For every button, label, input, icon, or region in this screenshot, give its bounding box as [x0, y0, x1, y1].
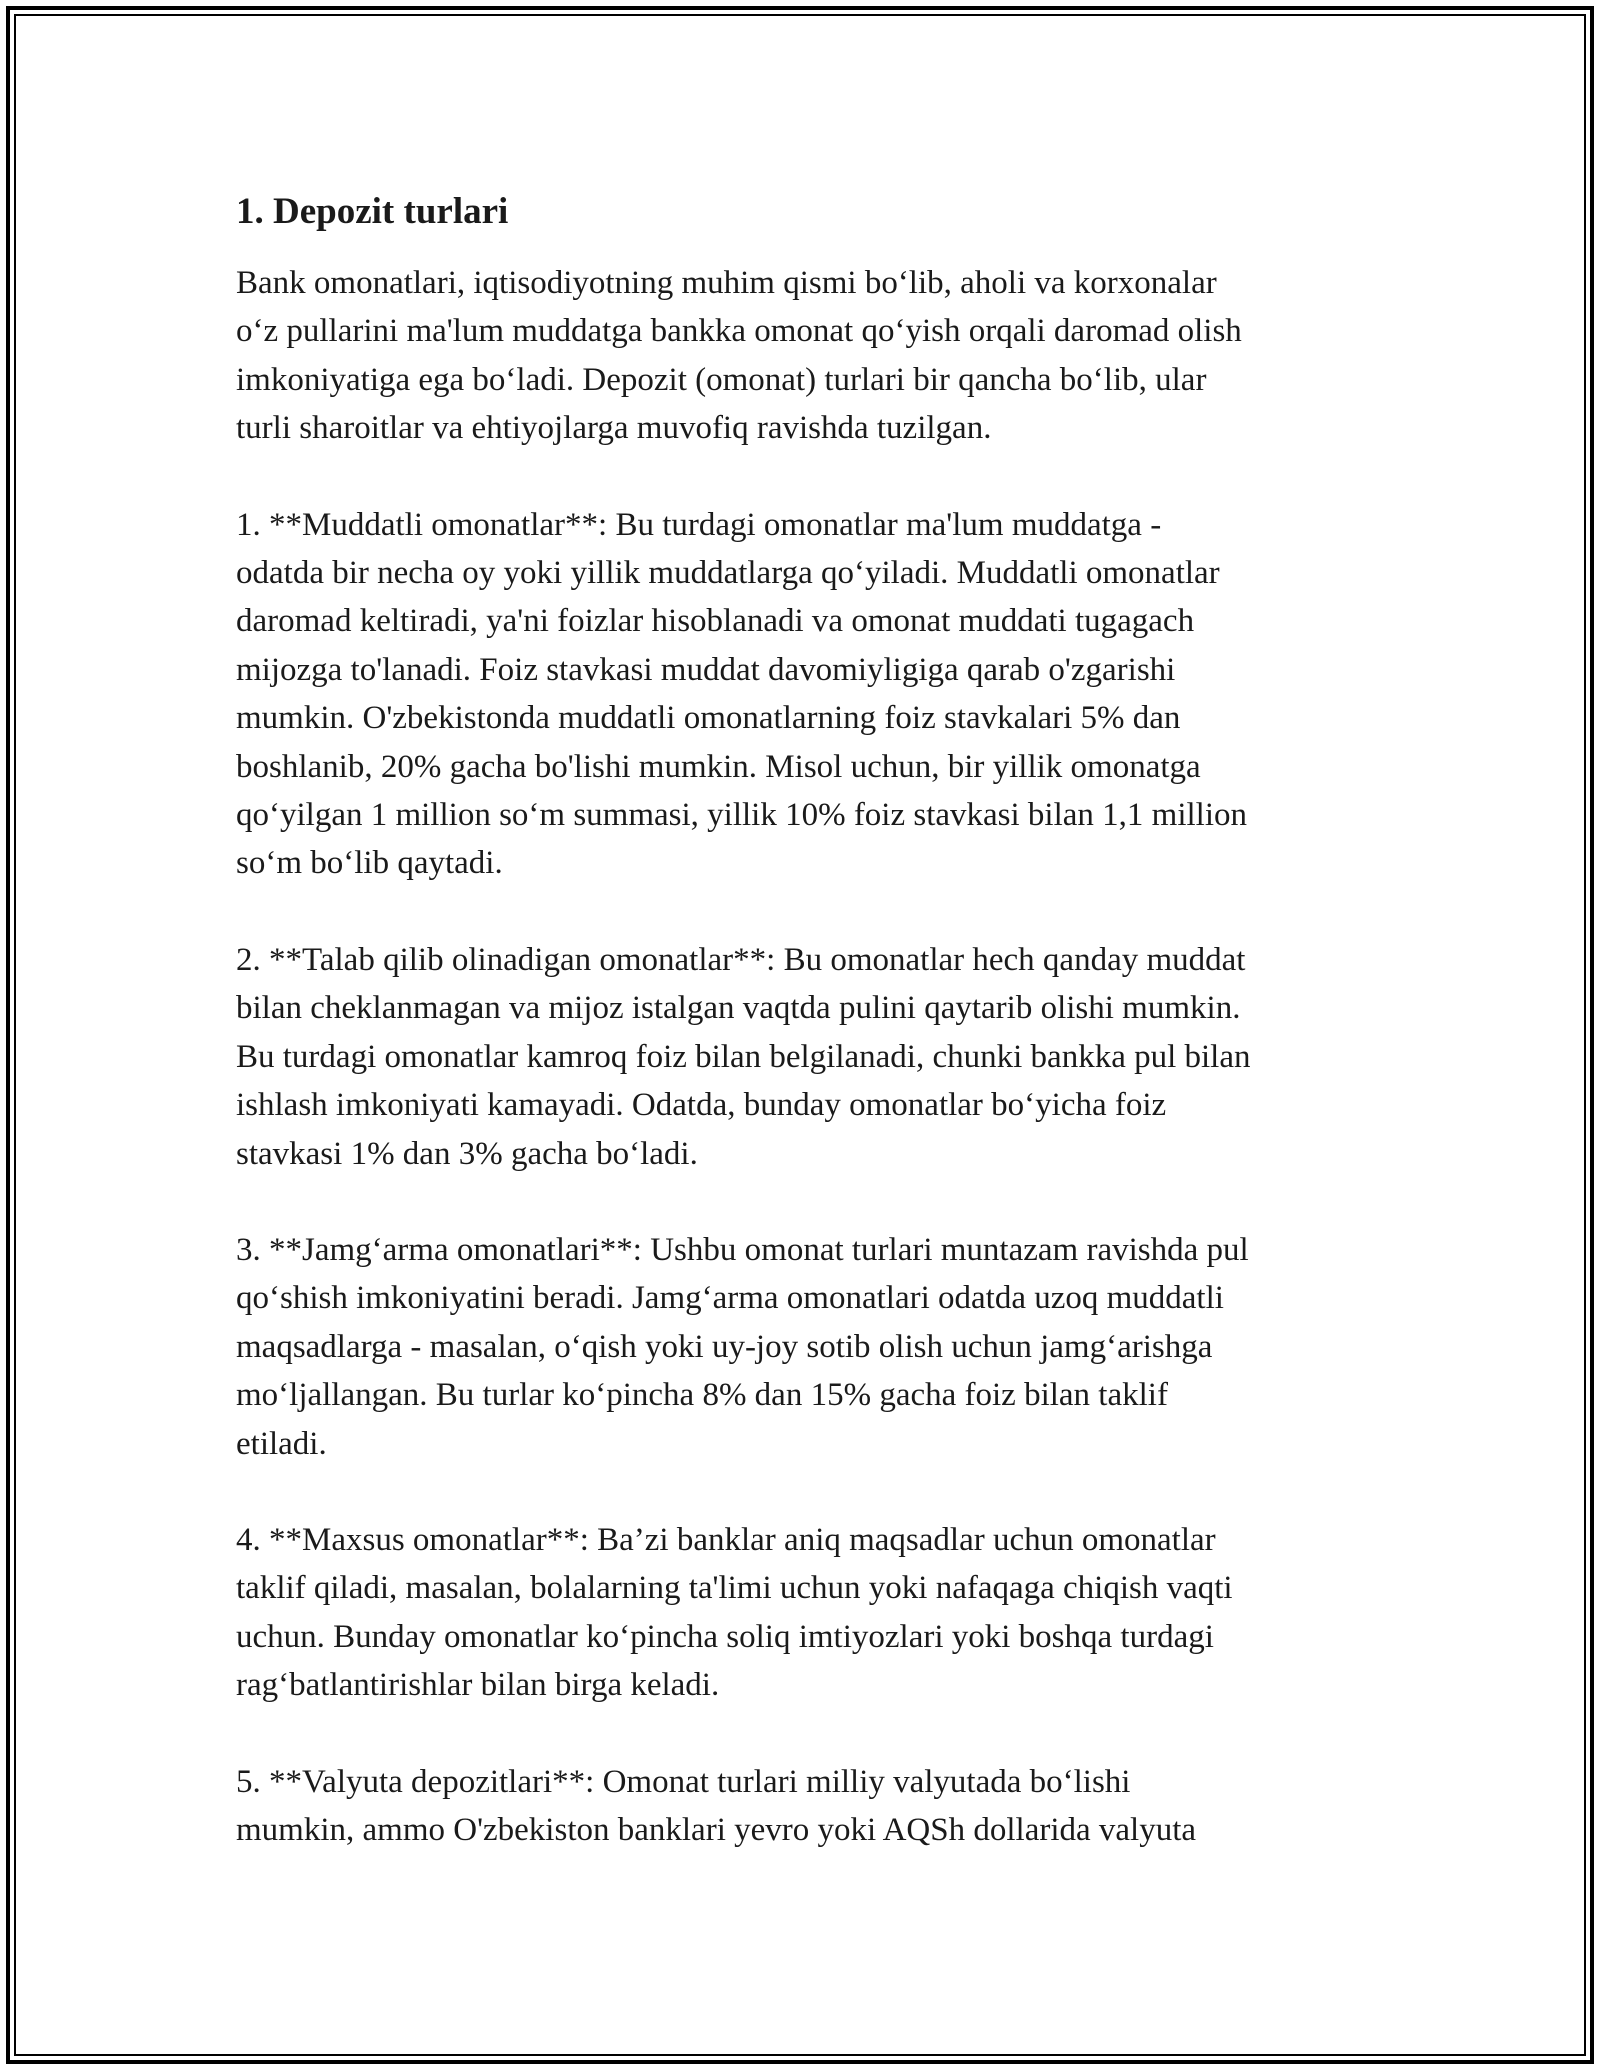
- text-line: bilan cheklanmagan va mijoz istalgan vaqtda pulini qaytarib olishi mumkin.: [236, 990, 1241, 1027]
- text-line: 4. **Maxsus omonatlar**: Ba’zi banklar aniq maqsadlar uchun omonatlar: [236, 1521, 1216, 1558]
- section-heading: 1. Depozit turlari: [236, 191, 509, 232]
- list-item-muddatli-omonatlar: [236, 501, 1396, 888]
- intro-paragraph: [236, 259, 1396, 453]
- text-line: so‘m bo‘lib qaytadi.: [236, 845, 503, 882]
- text-line: maqsadlarga - masalan, o‘qish yoki uy-joy sotib olish uchun jamg‘arishga: [236, 1328, 1213, 1365]
- document-body: [236, 185, 1396, 1902]
- list-item-valyuta-depozitlari: [236, 1758, 1396, 1855]
- text-line: qo‘yilgan 1 million so‘m summasi, yillik 10% foiz stavkasi bilan 1,1 million: [236, 797, 1248, 834]
- text-line: 1. **Muddatli omonatlar**: Bu turdagi omonatlar ma'lum muddatga -: [236, 506, 1162, 543]
- text-line: boshlanib, 20% gacha bo'lishi mumkin. Misol uchun, bir yillik omonatga: [236, 748, 1201, 785]
- text-line: mumkin, ammo O'zbekiston banklari yevro yoki AQSh dollarida valyuta: [236, 1811, 1197, 1848]
- text-line: odatda bir necha oy yoki yillik muddatlarga qo‘yiladi. Muddatli omonatlar: [236, 555, 1220, 592]
- text-line: qo‘shish imkoniyatini beradi. Jamg‘arma omonatlari odatda uzoq muddatli: [236, 1280, 1224, 1317]
- text-line: rag‘batlantirishlar bilan birga keladi.: [236, 1667, 720, 1704]
- text-line: imkoniyatiga ega bo‘ladi. Depozit (omonat) turlari bir qancha bo‘lib, ular: [236, 361, 1207, 398]
- text-line: Bank omonatlari, iqtisodiyotning muhim qismi bo‘lib, aholi va korxonalar: [236, 265, 1217, 301]
- text-line: mumkin. O'zbekistonda muddatli omonatlarning foiz stavkalari 5% dan: [236, 700, 1181, 737]
- text-line: 5. **Valyuta depozitlari**: Omonat turlari milliy valyutada bo‘lishi: [236, 1763, 1131, 1800]
- text-line: ishlash imkoniyati kamayadi. Odatda, bunday omonatlar bo‘yicha foiz: [236, 1087, 1167, 1124]
- text-line: taklif qiladi, masalan, bolalarning ta'limi uchun yoki nafaqaga chiqish vaqti: [236, 1570, 1233, 1607]
- list-item-talab-qilib-olinadigan: [236, 936, 1396, 1178]
- text-line: stavkasi 1% dan 3% gacha bo‘ladi.: [236, 1135, 698, 1172]
- text-line: mo‘ljallangan. Bu turlar ko‘pincha 8% dan 15% gacha foiz bilan taklif: [236, 1377, 1168, 1414]
- text-line: daromad keltiradi, ya'ni foizlar hisoblanadi va omonat muddati tugagach: [236, 603, 1195, 640]
- text-line: uchun. Bunday omonatlar ko‘pincha soliq imtiyozlari yoki boshqa turdagi: [236, 1618, 1214, 1655]
- text-line: mijozga to'lanadi. Foiz stavkasi muddat davomiyligiga qarab o'zgarishi: [236, 651, 1176, 688]
- text-line: 3. **Jamg‘arma omonatlari**: Ushbu omonat turlari muntazam ravishda pul: [236, 1231, 1249, 1268]
- list-item-maxsus-omonatlar: [236, 1516, 1396, 1710]
- text-line: etiladi.: [236, 1425, 327, 1462]
- text-line: 2. **Talab qilib olinadigan omonatlar**: Bu omonatlar hech qanday muddat: [236, 941, 1246, 978]
- text-line: turli sharoitlar va ehtiyojlarga muvofiq ravishda tuzilgan.: [236, 410, 992, 447]
- text-line: Bu turdagi omonatlar kamroq foiz bilan belgilanadi, chunki bankka pul bilan: [236, 1038, 1251, 1075]
- list-item-jamgarma-omonatlari: [236, 1226, 1396, 1468]
- text-line: o‘z pullarini ma'lum muddatga bankka omonat qo‘yish orqali daromad olish: [236, 313, 1242, 350]
